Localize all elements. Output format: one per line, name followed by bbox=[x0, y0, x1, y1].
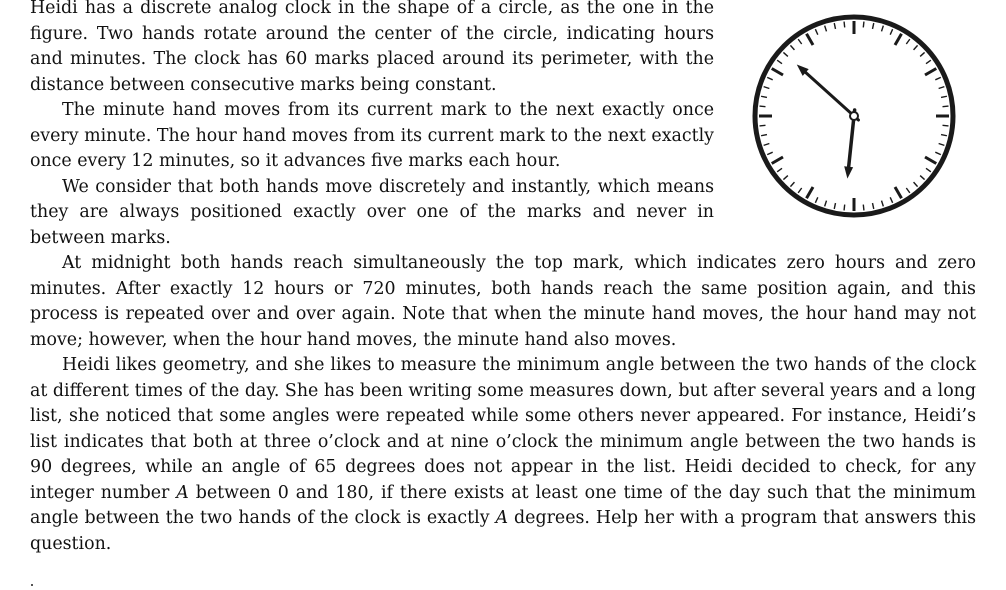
stray-dot bbox=[31, 584, 33, 586]
clock-minor-mark bbox=[863, 22, 864, 28]
clock-minor-mark bbox=[761, 135, 767, 136]
clock-minor-mark bbox=[783, 52, 787, 56]
clock-center-pivot bbox=[850, 112, 858, 120]
clock-minor-mark bbox=[906, 188, 910, 193]
clock-minor-mark bbox=[834, 203, 835, 209]
clock-minor-mark bbox=[926, 60, 931, 64]
clock-minor-mark bbox=[844, 205, 845, 211]
clock-minor-mark bbox=[873, 23, 874, 29]
clock-minor-mark bbox=[935, 77, 940, 79]
clock-major-mark bbox=[807, 34, 814, 45]
clock-minor-mark bbox=[825, 26, 827, 32]
clock-minor-mark bbox=[790, 182, 794, 186]
clock-minor-mark bbox=[815, 197, 817, 202]
clock-minor-mark bbox=[777, 60, 782, 64]
clock-minor-mark bbox=[920, 52, 924, 56]
clock-major-mark bbox=[772, 69, 783, 76]
clock-minor-mark bbox=[790, 45, 794, 49]
clock-minor-mark bbox=[939, 87, 945, 89]
clock-minor-mark bbox=[890, 197, 892, 202]
clock-minor-mark bbox=[873, 203, 874, 209]
paragraph-hand-movement: The minute hand moves from its current mark to the next exactly once every minute. The hour hand moves from its current mark to the next exactly once every 12 minutes, so it advances five marks each hour. bbox=[30, 100, 714, 171]
geometry-text-part2: between 0 and 180, if there exists at least one time of the day such that the minimum angle between the two hands of the clock is exactly bbox=[30, 482, 977, 528]
geometry-text-part3: degrees. Help her with a program that answers this question. bbox=[30, 508, 977, 554]
clock-minor-mark bbox=[943, 125, 949, 126]
clock-minor-mark bbox=[882, 26, 884, 32]
clock-minor-mark bbox=[943, 106, 949, 107]
clock-minor-mark bbox=[941, 96, 947, 97]
clock-minor-mark bbox=[939, 144, 945, 146]
clock-minor-mark bbox=[882, 201, 884, 207]
clock-minor-mark bbox=[815, 29, 817, 34]
clock-major-mark bbox=[807, 187, 814, 198]
clock-minor-mark bbox=[760, 125, 766, 126]
geometry-text-part1: Heidi likes geometry, and she likes to measure the minimum angle between the two hands of the clock at different times of the day. She has been writing some measures down, but after several years and a long list, she noticed that some angles were repeated while some others never appeared. For instance, Heidi’s list indicates that both at three o’clock and at nine o’clock the minimum angle between the two hands is 90 degrees, while an angle of 65 degrees does not appear in the list. Heidi decided to check, for any integer number bbox=[30, 355, 976, 503]
clock-minor-mark bbox=[890, 29, 892, 34]
clock-minor-mark bbox=[767, 77, 772, 79]
clock-hour-hand-arrowhead bbox=[844, 166, 853, 178]
clock-minor-mark bbox=[914, 182, 918, 186]
paragraph-clock-description: Heidi has a discrete analog clock in the shape of a circle, as the one in the figure. Two hands rotate around the center of the circle, indicating hours and minutes. The clock has 60 marks placed around its perimeter, with the distance between consecutive marks being constant. bbox=[30, 0, 714, 95]
clock-minor-mark bbox=[906, 39, 910, 44]
paragraph-discrete-movement: We consider that both hands move discretely and instantly, which means they are always positioned exactly over one of the marks and never in between marks. bbox=[30, 176, 714, 248]
clock-minor-mark bbox=[844, 22, 845, 28]
clock-minor-mark bbox=[926, 168, 931, 172]
paragraph-midnight: At midnight both hands reach simultaneously the top mark, which indicates zero hours and zero minutes. After exactly 12 hours or 720 minutes, both hands reach the same position again, and this process is repeated over and over again. Note that when the minute hand moves, the hour hand may not move; however, when the hour hand moves, the minute hand also moves. bbox=[30, 253, 976, 350]
clock-minor-mark bbox=[764, 87, 770, 89]
clock-major-mark bbox=[895, 34, 902, 45]
clock-minor-mark bbox=[767, 152, 772, 154]
clock-minor-mark bbox=[935, 152, 940, 154]
variable-a-second: A bbox=[495, 508, 509, 528]
clock-minor-mark bbox=[825, 201, 827, 207]
clock-minor-mark bbox=[941, 135, 947, 136]
paragraph-geometry-question bbox=[30, 353, 976, 557]
clock-major-mark bbox=[925, 157, 936, 164]
clock-minor-mark bbox=[834, 23, 835, 29]
problem-statement bbox=[30, 0, 976, 557]
clock-minor-mark bbox=[760, 106, 766, 107]
clock-minor-mark bbox=[914, 45, 918, 49]
clock-minor-mark bbox=[777, 168, 782, 172]
clock-minor-mark bbox=[798, 39, 802, 44]
analog-clock-figure bbox=[752, 14, 956, 218]
clock-major-mark bbox=[772, 157, 783, 164]
clock-minor-mark bbox=[920, 176, 924, 180]
clock-minor-mark bbox=[863, 205, 864, 211]
variable-a-first: A bbox=[176, 482, 189, 503]
clock-minor-mark bbox=[761, 96, 767, 97]
clock-minor-mark bbox=[798, 188, 802, 193]
clock-minor-mark bbox=[764, 144, 770, 146]
clock-major-mark bbox=[895, 187, 902, 198]
clock-minor-mark bbox=[783, 176, 787, 180]
clock-major-mark bbox=[925, 69, 936, 76]
